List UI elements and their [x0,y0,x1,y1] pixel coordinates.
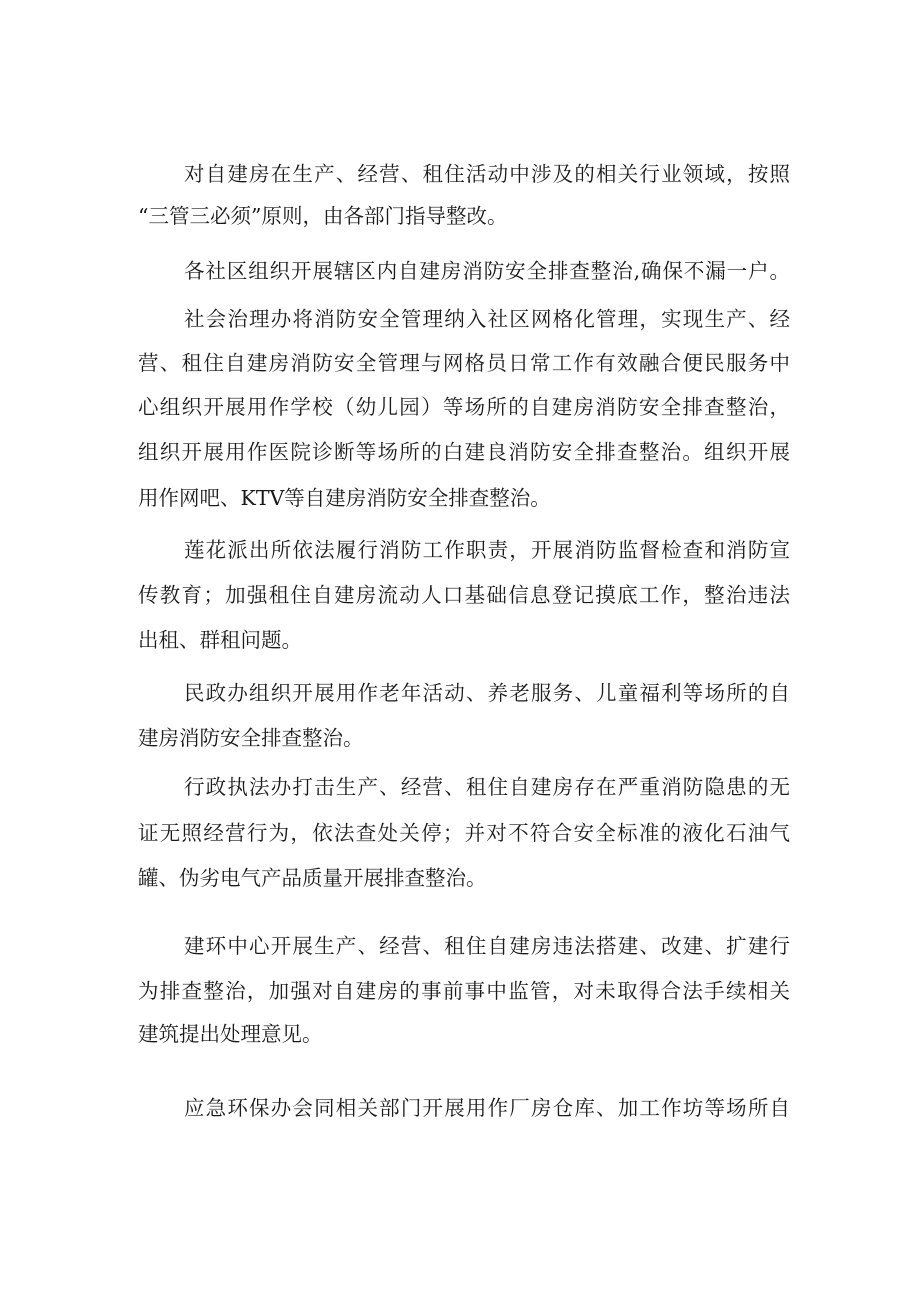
paragraph-3-line-1: 社会治理办将消防安全管理纳入社区网格化管理，实现生产、经 [184,307,790,331]
paragraph-3-line-2: 营、租住自建房消防安全管理与网格员日常工作有效融合便民服务中 [138,351,790,375]
paragraph-2-line-1: 各社区组织开展辖区内自建房消防安全排查整治,确保不漏一户。 [184,259,790,283]
paragraph-7-line-2: 为排查整治，加强对自建房的事前事中监管，对未取得合法手续相关 [138,979,790,1003]
paragraph-1-line-1: 对自建房在生产、经营、租住活动中涉及的相关行业领域，按照 [184,162,790,186]
paragraph-3-line-4: 组织开展用作医院诊断等场所的白建良消防安全排查整治。组织开展 [138,440,790,464]
paragraph-6-line-1: 行政执法办打击生产、经营、租住自建房存在严重消防隐患的无 [184,775,790,799]
paragraph-5-line-1: 民政办组织开展用作老年活动、养老服务、儿童福利等场所的自 [184,681,790,705]
paragraph-4-line-3: 出租、群租问题。 [138,628,302,652]
paragraph-3-line-3: 心组织开展用作学校（幼儿园）等场所的自建房消防安全排查整治， [138,395,790,419]
paragraph-7-line-1: 建环中心开展生产、经营、租住自建房违法搭建、改建、扩建行 [184,934,790,958]
paragraph-4-line-1: 莲花派出所依法履行消防工作职责，开展消防监督检查和消防宣 [184,538,790,562]
paragraph-6-line-3: 罐、伪劣电气产品质量开展排查整治。 [138,866,487,890]
paragraph-3-line-5: 用作网吧、KTV等自建房消防安全排查整治。 [138,486,551,510]
paragraph-8-line-1: 应急环保办会同相关部门开展用作厂房仓库、加工作坊等场所自 [184,1096,790,1120]
paragraph-7-line-3: 建筑提出处理意见。 [138,1022,323,1046]
paragraph-4-line-2: 传教育；加强租住自建房流动人口基础信息登记摸底工作，整治违法 [138,583,790,607]
paragraph-1-line-2: “三管三必须”原则，由各部门指导整改。 [138,204,508,228]
paragraph-6-line-2: 证无照经营行为，依法查处关停；并对不符合安全标准的液化石油气 [138,821,790,845]
paragraph-5-line-2: 建房消防安全排查整治。 [138,726,364,750]
